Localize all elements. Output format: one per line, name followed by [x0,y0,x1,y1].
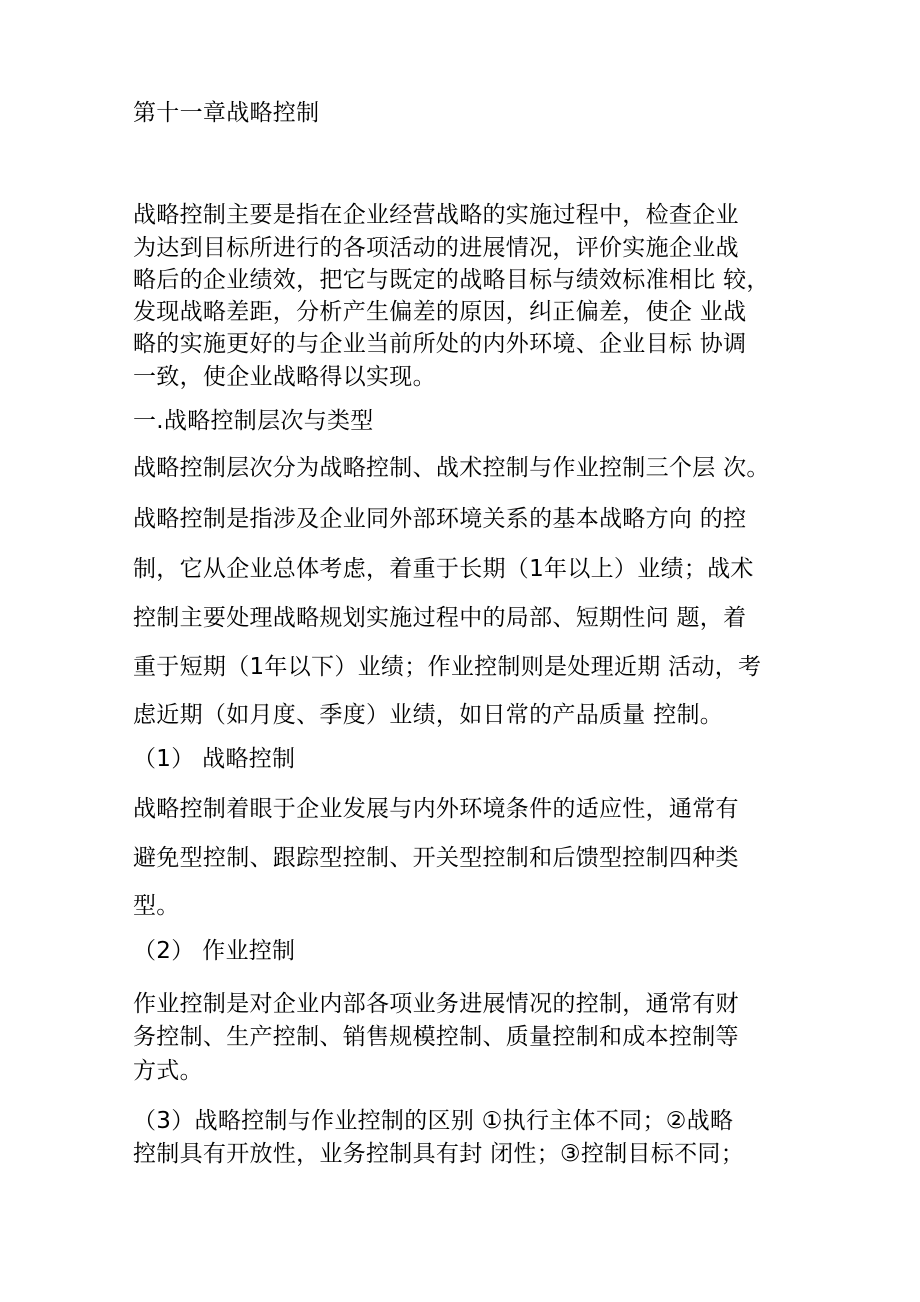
section-heading: 一.战略控制层次与类型 [133,408,374,434]
section-line: 重于短期（1年以下）业绩；作业控制则是处理近期 活动，考 [133,654,762,680]
intro-line: 略的实施更好的与企业当前所处的内外环境、企业目标 协调 [133,331,747,357]
subsection-heading: （1） 战略控制 [133,746,296,772]
subsection-line: 作业控制是对企业内部各项业务进展情况的控制，通常有财 [133,991,739,1017]
intro-line: 发现战略差距，分析产生偏差的原因，纠正偏差，使企 业战 [133,299,747,325]
intro-line: 战略控制主要是指在企业经营战略的实施过程中，检查企业 [133,202,739,228]
section-line: 控制主要处理战略规划实施过程中的局部、短期性问 题，着 [133,605,747,631]
intro-line: 略后的企业绩效，把它与既定的战略目标与绩效标准相比 较， [133,267,770,293]
section-line: 虑近期（如月度、季度）业绩，如日常的产品质量 控制。 [133,702,724,728]
section-line: 战略控制是指涉及企业同外部环境关系的基本战略方向 的控 [133,506,747,532]
intro-line: 一致，使企业战略得以实现。 [133,364,436,390]
intro-line: 为达到目标所进行的各项活动的进展情况，评价实施企业战 [133,235,739,261]
subsection-heading: （2） 作业控制 [133,938,296,964]
subsection-line: 战略控制着眼于企业发展与内外环境条件的适应性，通常有 [133,796,739,822]
subsection-line: 方式。 [133,1058,203,1084]
section-line: 制，它从企业总体考虑，着重于长期（1年以上）业绩；战术 [133,556,754,582]
subsection-line: 避免型控制、跟踪型控制、开关型控制和后馈型控制四种类 [133,845,739,871]
subsection-line: 型。 [133,893,180,919]
section-line: 战略控制层次分为战略控制、战术控制与作业控制三个层 次。 [133,455,770,481]
subsection-line: 务控制、生产控制、销售规模控制、质量控制和成本控制等 [133,1024,739,1050]
chapter-title: 第十一章战略控制 [133,100,320,126]
subsection-line: 控制具有开放性，业务控制具有封 闭性；③控制目标不同； [133,1141,745,1167]
subsection-line: （3）战略控制与作业控制的区别 ①执行主体不同；②战略 [133,1108,734,1134]
